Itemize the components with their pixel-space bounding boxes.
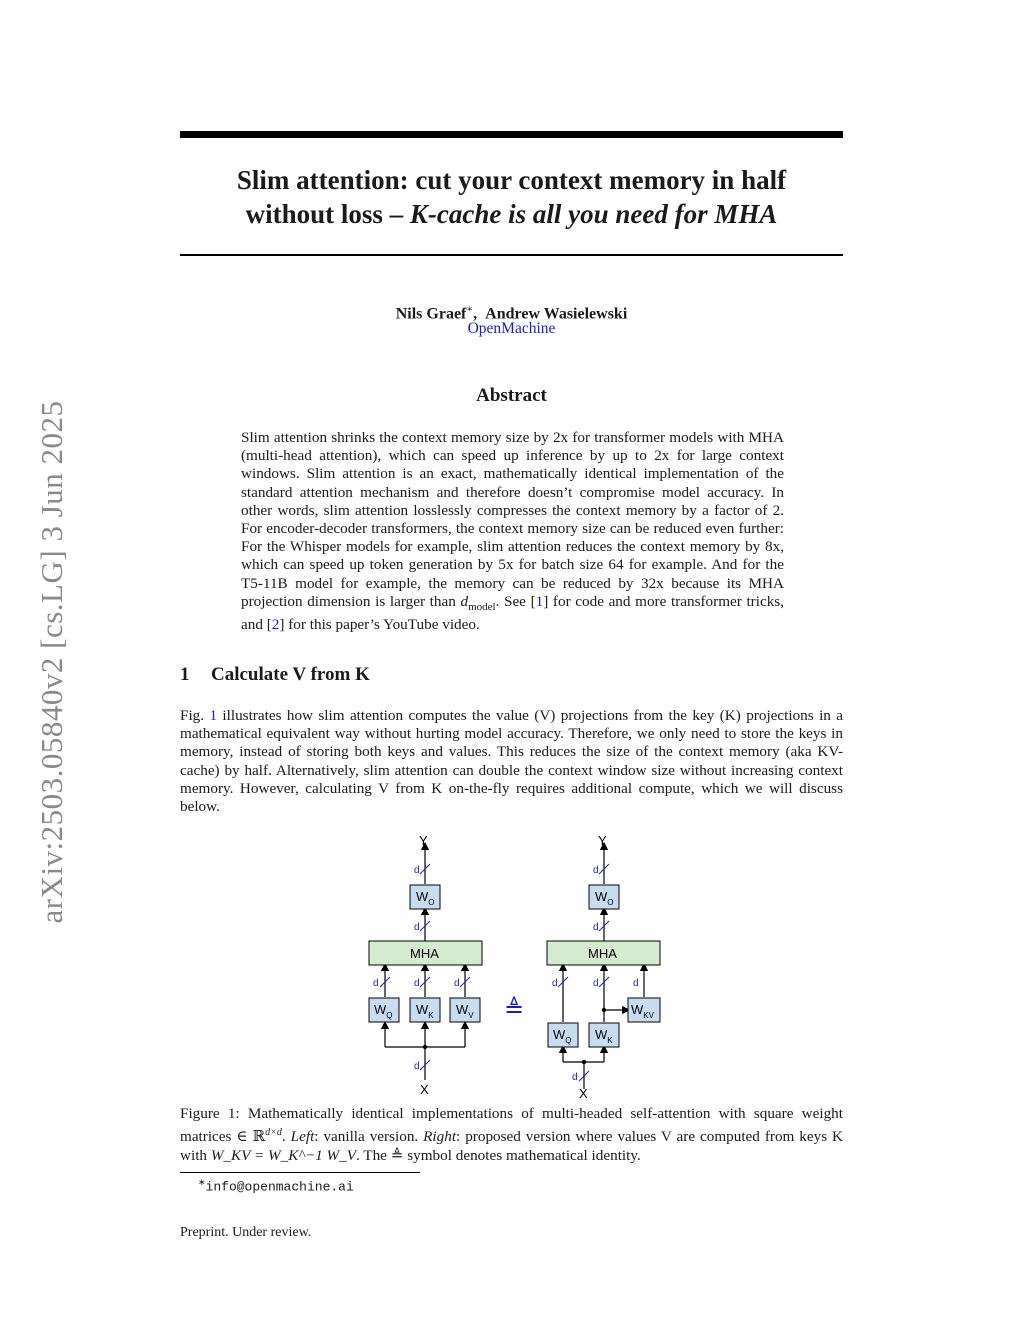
preprint-footer: Preprint. Under review. xyxy=(180,1225,312,1240)
right-mha-label: MHA xyxy=(588,946,617,961)
caption-after-sup: . xyxy=(281,1128,291,1146)
abstract-mid2: ] for code and more transformer tricks, and [ xyxy=(241,592,784,634)
caption-end: . The ≜ symbol denotes mathematical identity. xyxy=(355,1147,641,1165)
caption-right-desc: : proposed version where values V are computed from keys K with xyxy=(180,1128,844,1165)
left-d-label: d xyxy=(414,922,420,933)
left-wk-label: $W_K$ xyxy=(416,1002,434,1020)
title-top-rule xyxy=(180,131,843,138)
abstract-end: ] for this paper’s YouTube video. xyxy=(279,616,480,634)
caption-prefix: Figure 1: Mathematically identical implementations of multi-headed self-attention with square weight matrices ∈ ℝ xyxy=(180,1105,843,1146)
abstract-mid1: . See [ xyxy=(495,592,536,610)
right-d-label: d xyxy=(572,1072,578,1083)
right-y-label: Y xyxy=(598,834,607,848)
left-d-label: d xyxy=(414,865,420,876)
author-2: Andrew Wasielewski xyxy=(485,305,628,323)
identity-symbol: ≜ xyxy=(504,996,525,1023)
ref-1-link[interactable]: 1 xyxy=(535,592,544,610)
left-d-label: d xyxy=(373,978,379,989)
title-bottom-rule xyxy=(180,254,843,256)
right-x-label: X xyxy=(579,1086,588,1099)
right-wk-label: $W_K$ xyxy=(595,1027,613,1045)
ref-2-link[interactable]: 2 xyxy=(271,616,280,634)
section-number: 1 xyxy=(180,664,190,685)
paper-title xyxy=(180,163,843,231)
right-d-label: d xyxy=(593,978,599,989)
author-1: Nils Graef xyxy=(395,305,467,323)
right-wo-label: $W_O$ xyxy=(595,889,614,907)
figure-1-diagram xyxy=(360,834,670,1099)
abstract-text xyxy=(241,429,784,634)
left-y-label: Y xyxy=(419,834,428,848)
title-line1: Slim attention: cut your context memory in half xyxy=(236,165,787,195)
section-title: Calculate V from K xyxy=(211,664,370,685)
left-wo-label: $W_O$ xyxy=(416,889,435,907)
left-wq-label: $W_Q$ xyxy=(374,1002,393,1020)
footnote-mark: ∗ xyxy=(198,1177,206,1187)
title-line2-plain: without loss – xyxy=(245,199,410,229)
left-mha-label: MHA xyxy=(410,946,439,961)
left-wv-label: $W_V$ xyxy=(456,1002,474,1020)
dmodel-sub: model xyxy=(468,600,496,613)
author-1-mark: ∗ xyxy=(466,304,474,315)
left-x-label: X xyxy=(420,1082,429,1097)
right-d-label: d xyxy=(593,865,599,876)
authors: Nils Graef∗, Andrew Wasielewski xyxy=(395,304,628,323)
arxiv-side-label: arXiv:2503.05840v2 [cs.LG] 3 Jun 2025 xyxy=(34,400,69,924)
section-1-text xyxy=(180,707,843,816)
section-1-heading xyxy=(180,664,370,686)
section-1-body: illustrates how slim attention computes the value (V) projections from the key (K) projections in a mathematical equivalent way without hurting model accuracy. Therefore, we only need to store the keys in memory, instead of storing both keys and values. This reduces the size of the context memory (aka KV-cache) by half. Alternatively, slim attention can double the context window size without increasing context memory. However, calculating V from K on-the-fly requires additional compute, which we will discuss below. xyxy=(180,707,844,816)
right-wkv-label: $W_{KV}$ xyxy=(631,1002,654,1020)
caption-left: Left xyxy=(290,1128,315,1146)
left-d-label: d xyxy=(454,978,460,989)
caption-right: Right xyxy=(423,1128,457,1146)
footnote-rule xyxy=(180,1172,420,1173)
caption-sup: d×d xyxy=(265,1127,282,1138)
caption-formula: W_KV = W_K^−1 W_V xyxy=(210,1147,356,1165)
left-d-label: d xyxy=(414,978,420,989)
title-line2-italic: K-cache is all you need for MHA xyxy=(409,199,778,229)
right-d-label: d xyxy=(633,978,639,989)
footnote-email[interactable]: info@openmachine.ai xyxy=(205,1179,354,1195)
affiliation-link[interactable]: OpenMachine xyxy=(467,320,556,337)
abstract-heading: Abstract xyxy=(476,385,547,406)
right-d-label: d xyxy=(552,978,558,989)
fig-prefix: Fig. xyxy=(180,707,210,724)
right-wq-label: $W_Q$ xyxy=(553,1027,572,1045)
fig-1-link[interactable]: 1 xyxy=(209,707,218,724)
dmodel-symbol: d xyxy=(460,592,469,610)
abstract-body: Slim attention shrinks the context memory size by 2x for transformer models with MHA (multi-head attention), which can speed up inference by up to 2x for large context windows. Slim attention is an exact, mathematically identical implementation of the standard attention mechanism and therefore doesn’t compromise model accuracy. In other words, slim attention losslessly compresses the context memory by a factor of 2. For encoder-decoder transformers, the context memory size can be reduced even further: For the Whisper models for example, slim attention reduces the context memory by 8x, which can speed up token generation by 5x for batch size 64 for example. And for the T5-11B model for example, the memory can be reduced by 32x because its MHA projection dimension is larger than xyxy=(241,429,784,610)
left-d-label: d xyxy=(414,1061,420,1072)
right-d-label: d xyxy=(593,922,599,933)
figure-1-caption xyxy=(180,1104,843,1165)
footnote xyxy=(198,1177,354,1194)
caption-left-desc: : vanilla version. xyxy=(314,1128,424,1146)
